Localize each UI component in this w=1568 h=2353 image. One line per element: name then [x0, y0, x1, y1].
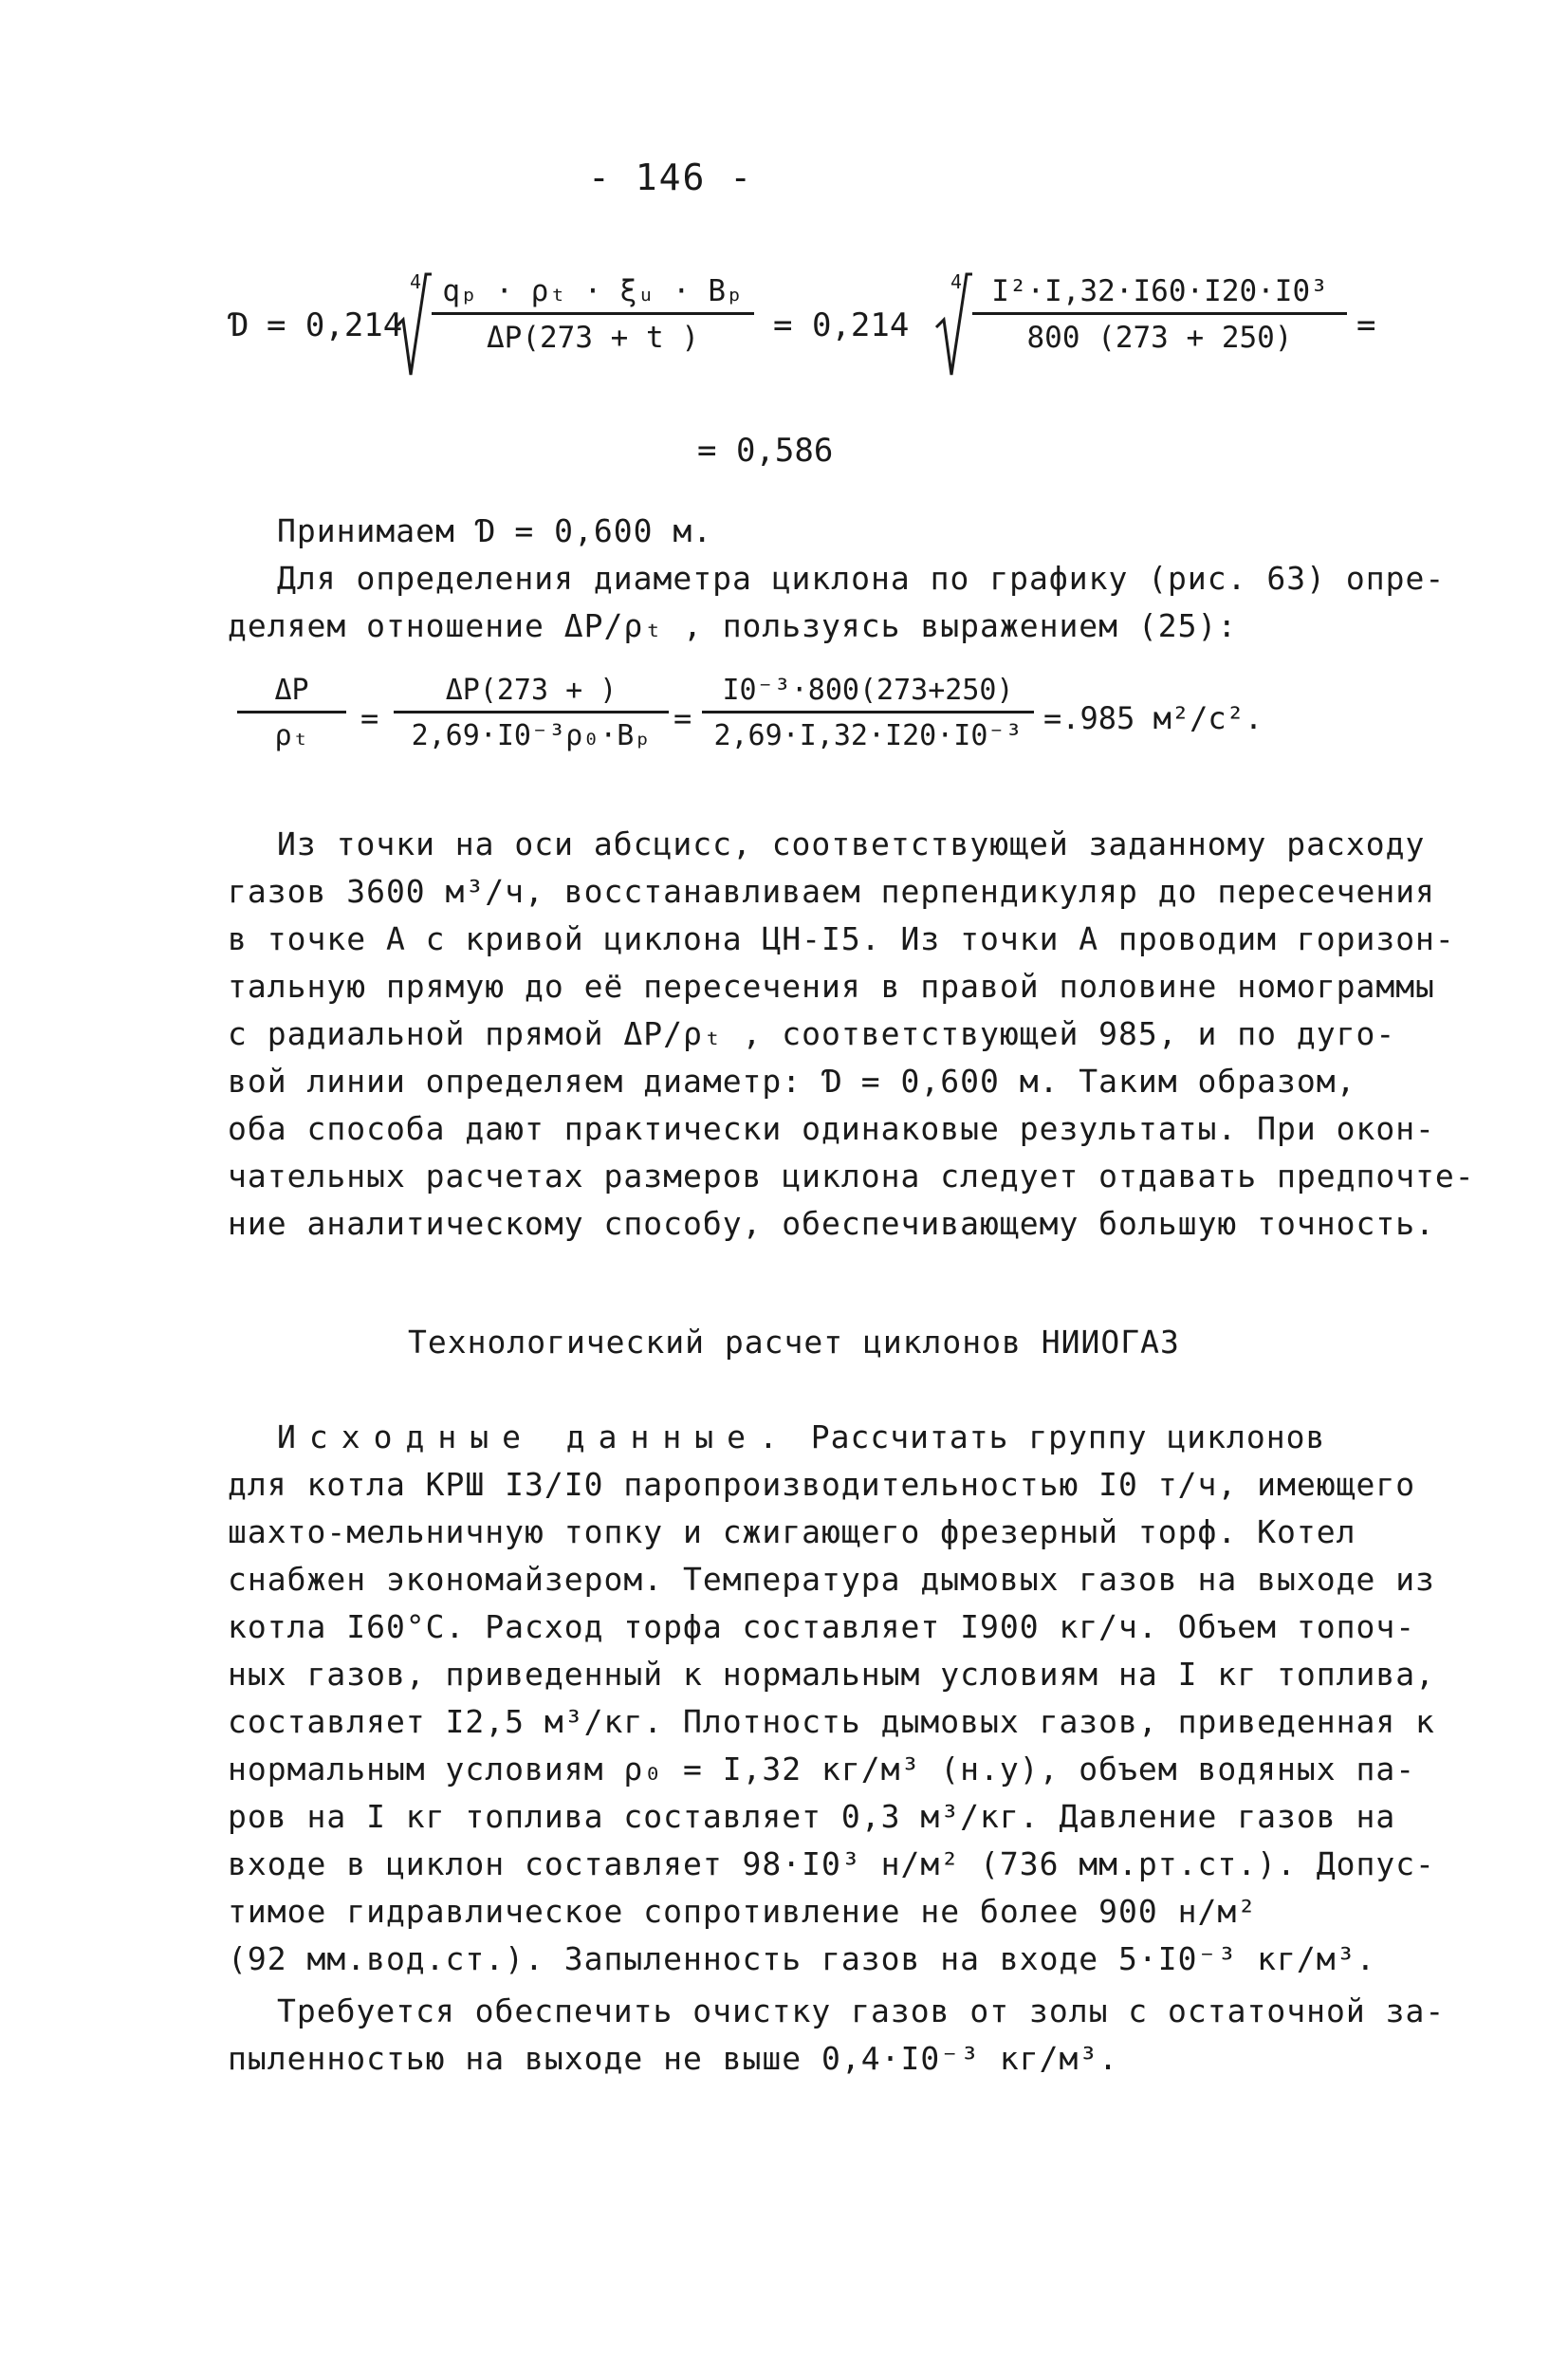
para3-line-4: снабжен экономайзером. Температура дымовых газов на выходе из — [228, 1561, 1435, 1598]
para1-line-1: Для определения диаметра циклона по графику (рис. 63) опре- — [277, 560, 1446, 597]
para3-lead: Исходные данные. — [277, 1418, 791, 1455]
value-fraction — [702, 674, 1034, 752]
value-numerator: I0⁻³·800(273+250) — [702, 674, 1034, 713]
para3-line-7: составляет I2,5 м³/кг. Плотность дымовых газов, приведенная к — [228, 1703, 1435, 1740]
para3-line-9: ров на I кг топлива составляет 0,3 м³/кг. Давление газов на — [228, 1798, 1396, 1835]
para2-line-3: в точке А с кривой циклона ЦН-I5. Из точки А проводим горизон- — [228, 920, 1455, 957]
accept-line: Принимаем Ɗ = 0,600 м. — [277, 512, 713, 549]
root-index-1: 4 — [410, 270, 422, 293]
expr-numerator: ΔP(273 + ) — [394, 674, 669, 713]
eq-sign-1: = — [360, 700, 379, 736]
para3-line-11: тимое гидравлическое сопротивление не более 900 н/м² — [228, 1893, 1258, 1930]
para1-line-2: деляем отношение ΔP/ρₜ , пользуясь выражением (25): — [228, 607, 1238, 644]
para3-first-rest: Рассчитать группу циклонов — [790, 1418, 1326, 1455]
para3-line-3: шахто-мельничную топку и сжигающего фрезерный торф. Котел — [228, 1513, 1356, 1550]
ratio-denominator: ρₜ — [274, 719, 309, 752]
ratio-fraction — [237, 674, 346, 752]
fraction-1 — [432, 274, 754, 355]
para2-line-8: чательных расчетах размеров циклона следует отдавать предпочте- — [228, 1158, 1475, 1195]
para2-line-4: тальную прямую до её пересечения в правой половине номограммы — [228, 968, 1435, 1005]
formula-trail: = — [1356, 306, 1376, 344]
expr-fraction — [394, 674, 669, 752]
section-heading: Технологический расчет циклонов НИИОГАЗ — [408, 1324, 1180, 1361]
para2-line-7: оба способа дают практически одинаковые результаты. При окон- — [228, 1110, 1435, 1147]
para2-line-9: ние аналитическому способу, обеспечивающему большую точность. — [228, 1205, 1435, 1242]
expr-denominator: 2,69·I0⁻³ρ₀·Bₚ — [411, 719, 652, 752]
formula-result: = 0,586 — [697, 432, 834, 470]
para4-line-2: пыленностью на выходе не выше 0,4·I0⁻³ кг/м³. — [228, 2040, 1119, 2077]
para3-line-12: (92 мм.вод.ст.). Запыленность газов на входе 5·I0⁻³ кг/м³. — [228, 1940, 1376, 1977]
root-index-2: 4 — [950, 270, 963, 293]
para3-line-5: котла I60°С. Расход торфа составляет I900 кг/ч. Объем топоч- — [228, 1608, 1416, 1645]
fraction-1-denominator: ΔP(273 + t ) — [487, 321, 699, 355]
eq-sign-2: = — [673, 700, 692, 736]
fraction-2 — [972, 274, 1347, 355]
para3-line-1 — [277, 1418, 1325, 1455]
para3-line-2: для котла КРШ I3/I0 паропроизводительностью I0 т/ч, имеющего — [228, 1466, 1416, 1503]
pressure-ratio-formula — [228, 664, 1271, 778]
para3-line-10: входе в циклон составляет 98·I0³ н/м² (736 мм.рт.ст.). Допус- — [228, 1845, 1435, 1882]
para2-line-6: вой линии определяем диаметр: Ɗ = 0,600 м. Таким образом, — [228, 1063, 1356, 1100]
formula-lhs: Ɗ = 0,214 — [228, 306, 403, 344]
ratio-numerator: ΔP — [237, 674, 346, 713]
fraction-2-numerator: I²·I,32·I60·I20·I0³ — [972, 274, 1347, 315]
formula2-result: =.985 м²/с². — [1043, 700, 1264, 736]
para2-line-2: газов 3600 м³/ч, восстанавливаем перпендикуляр до пересечения — [228, 873, 1435, 910]
para3-line-8: нормальным условиям ρ₀ = I,32 кг/м³ (н.у), объем водяных па- — [228, 1751, 1416, 1788]
page-number: - 146 - — [588, 157, 754, 198]
fraction-2-denominator: 800 (273 + 250) — [1026, 321, 1293, 355]
fraction-1-numerator: qₚ · ρₜ · ξᵤ · Bₚ — [432, 274, 754, 315]
formula-mid: = 0,214 — [773, 306, 910, 344]
para2-line-5: с радиальной прямой ΔP/ρₜ , соответствующей 985, и по дуго- — [228, 1015, 1396, 1052]
para3-line-6: ных газов, приведенный к нормальным условиям на I кг топлива, — [228, 1656, 1435, 1693]
value-denominator: 2,69·I,32·I20·I0⁻³ — [713, 719, 1023, 752]
diameter-formula — [228, 270, 1394, 384]
para4-line-1: Требуется обеспечить очистку газов от золы с остаточной за- — [277, 1992, 1446, 2029]
para2-line-1: Из точки на оси абсцисс, соответствующей заданному расходу — [277, 825, 1426, 862]
